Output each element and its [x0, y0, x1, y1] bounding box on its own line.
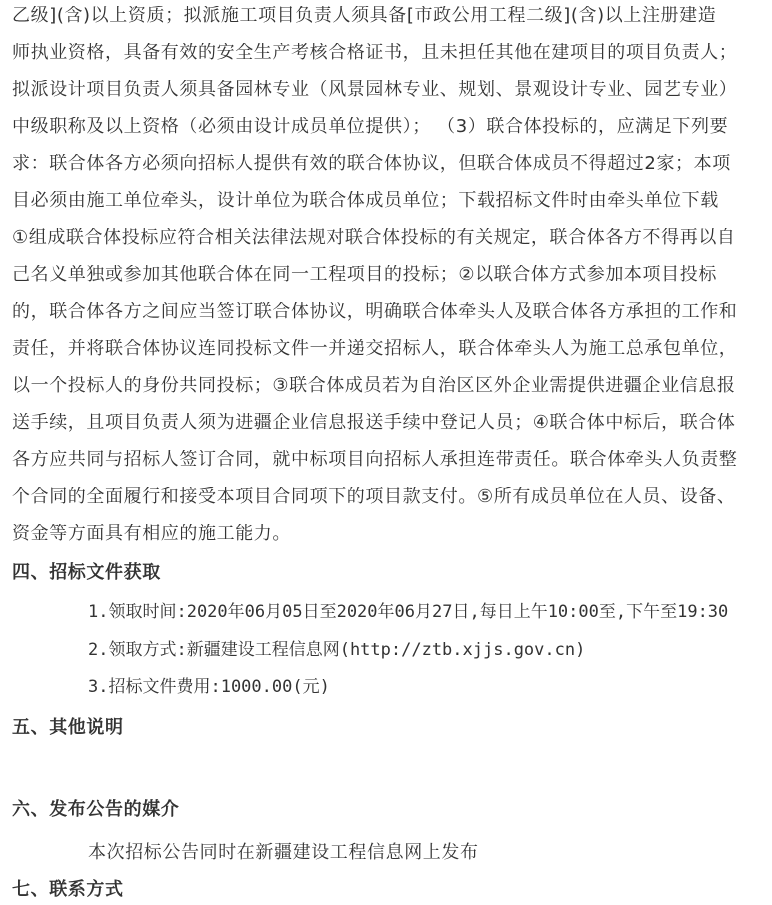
body-line: 的，联合体各方之间应当签订联合体协议，明确联合体牵头人及联合体各方承担的工作和 — [12, 302, 738, 322]
section-heading-document-acquisition: 四、招标文件获取 — [12, 562, 161, 583]
publication-media-text: 本次招标公告同时在新疆建设工程信息网上发布 — [88, 842, 479, 863]
body-line: 以一个投标人的身份共同投标；③联合体成员若为自治区区外企业需提供进疆企业信息报 — [12, 376, 736, 396]
body-line: 资金等方面具有相应的施工能力。 — [12, 524, 291, 544]
body-line: 中级职称及以上资格（必须由设计成员单位提供）； （3）联合体投标的，应满足下列要 — [12, 117, 729, 137]
acquisition-time: 1.领取时间:2020年06月05日至2020年06月27日,每日上午10:00至,下午至19:30 — [88, 602, 729, 622]
body-line: 己名义单独或参加其他联合体在同一工程项目的投标；②以联合体方式参加本项目投标 — [12, 265, 717, 285]
body-line: 个合同的全面履行和接受本项目合同项下的项目款支付。⑤所有成员单位在人员、设备、 — [12, 487, 736, 507]
body-line: 拟派设计项目负责人须具备园林专业（风景园林专业、规划、景观设计专业、园艺专业） — [12, 80, 738, 100]
document-fee: 3.招标文件费用:1000.00(元) — [88, 677, 330, 697]
body-line: 责任，并将联合体协议连同投标文件一并递交招标人，联合体牵头人为施工总承包单位， — [12, 339, 738, 359]
body-line: 师执业资格，具备有效的安全生产考核合格证书，且未担任其他在建项目的项目负责人； — [12, 43, 738, 63]
body-line: ①组成联合体投标应符合相关法律法规对联合体投标的有关规定，联合体各方不得再以自 — [12, 228, 736, 248]
body-line: 乙级](含)以上资质；拟派施工项目负责人须具备[市政公用工程二级](含)以上注册建造 — [12, 6, 717, 26]
acquisition-method: 2.领取方式:新疆建设工程信息网(http://ztb.xjjs.gov.cn) — [88, 640, 586, 660]
body-line: 各方应共同与招标人签订合同，就中标项目向招标人承担连带责任。联合体牵头人负责整 — [12, 450, 738, 470]
body-line: 求：联合体各方必须向招标人提供有效的联合体协议，但联合体成员不得超过2家；本项 — [12, 154, 731, 174]
section-heading-other-notes: 五、其他说明 — [12, 717, 124, 738]
body-line: 送手续，且项目负责人须为进疆企业信息报送手续中登记人员；④联合体中标后，联合体 — [12, 413, 736, 433]
body-line: 目必须由施工单位牵头，设计单位为联合体成员单位；下载招标文件时由牵头单位下载 — [12, 191, 719, 211]
section-heading-contact: 七、联系方式 — [12, 879, 124, 900]
section-heading-publication-media: 六、发布公告的媒介 — [12, 799, 180, 820]
